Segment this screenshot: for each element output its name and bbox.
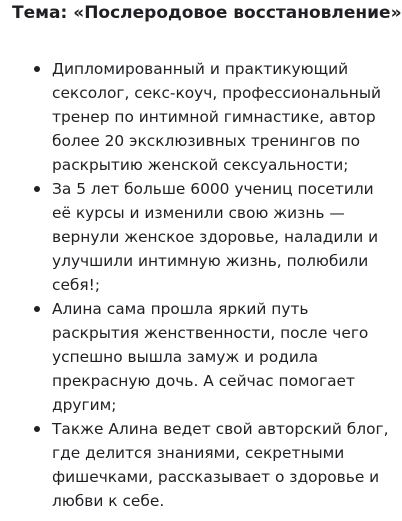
- bullet-icon: [34, 426, 40, 432]
- list-item-text: Также Алина ведет свой авторский блог, где делится знаниями, секретными фишечками, рассказывает о здоровье и любви к себе.: [52, 420, 389, 510]
- list-item: [0, 177, 402, 297]
- list-item: [0, 297, 402, 417]
- list-item-text: За 5 лет больше 6000 учениц посетили её курсы и изменили свою жизнь — вернули женское здоровье, наладили и улучшили интимную жизнь, полюбили себя!;: [52, 180, 379, 294]
- topic-title: Тема: «Послеродовое восстановление»: [12, 3, 402, 23]
- bullet-icon: [34, 66, 40, 72]
- list-item-text: Алина сама прошла яркий путь раскрытия женственности, после чего успешно вышла замуж и родила прекрасную дочь. А сейчас помогает другим;: [52, 300, 369, 414]
- list-item-text: Дипломированный и практикующий сексолог, секс-коуч, профессиональный тренер по интимной гимнастике, автор более 20 эксклюзивных тренингов по раскрытию женской сексуальности;: [52, 60, 382, 174]
- bullet-icon: [34, 306, 40, 312]
- bullet-list: [0, 57, 402, 513]
- bullet-icon: [34, 186, 40, 192]
- list-item: [0, 417, 402, 513]
- list-item: [0, 57, 402, 177]
